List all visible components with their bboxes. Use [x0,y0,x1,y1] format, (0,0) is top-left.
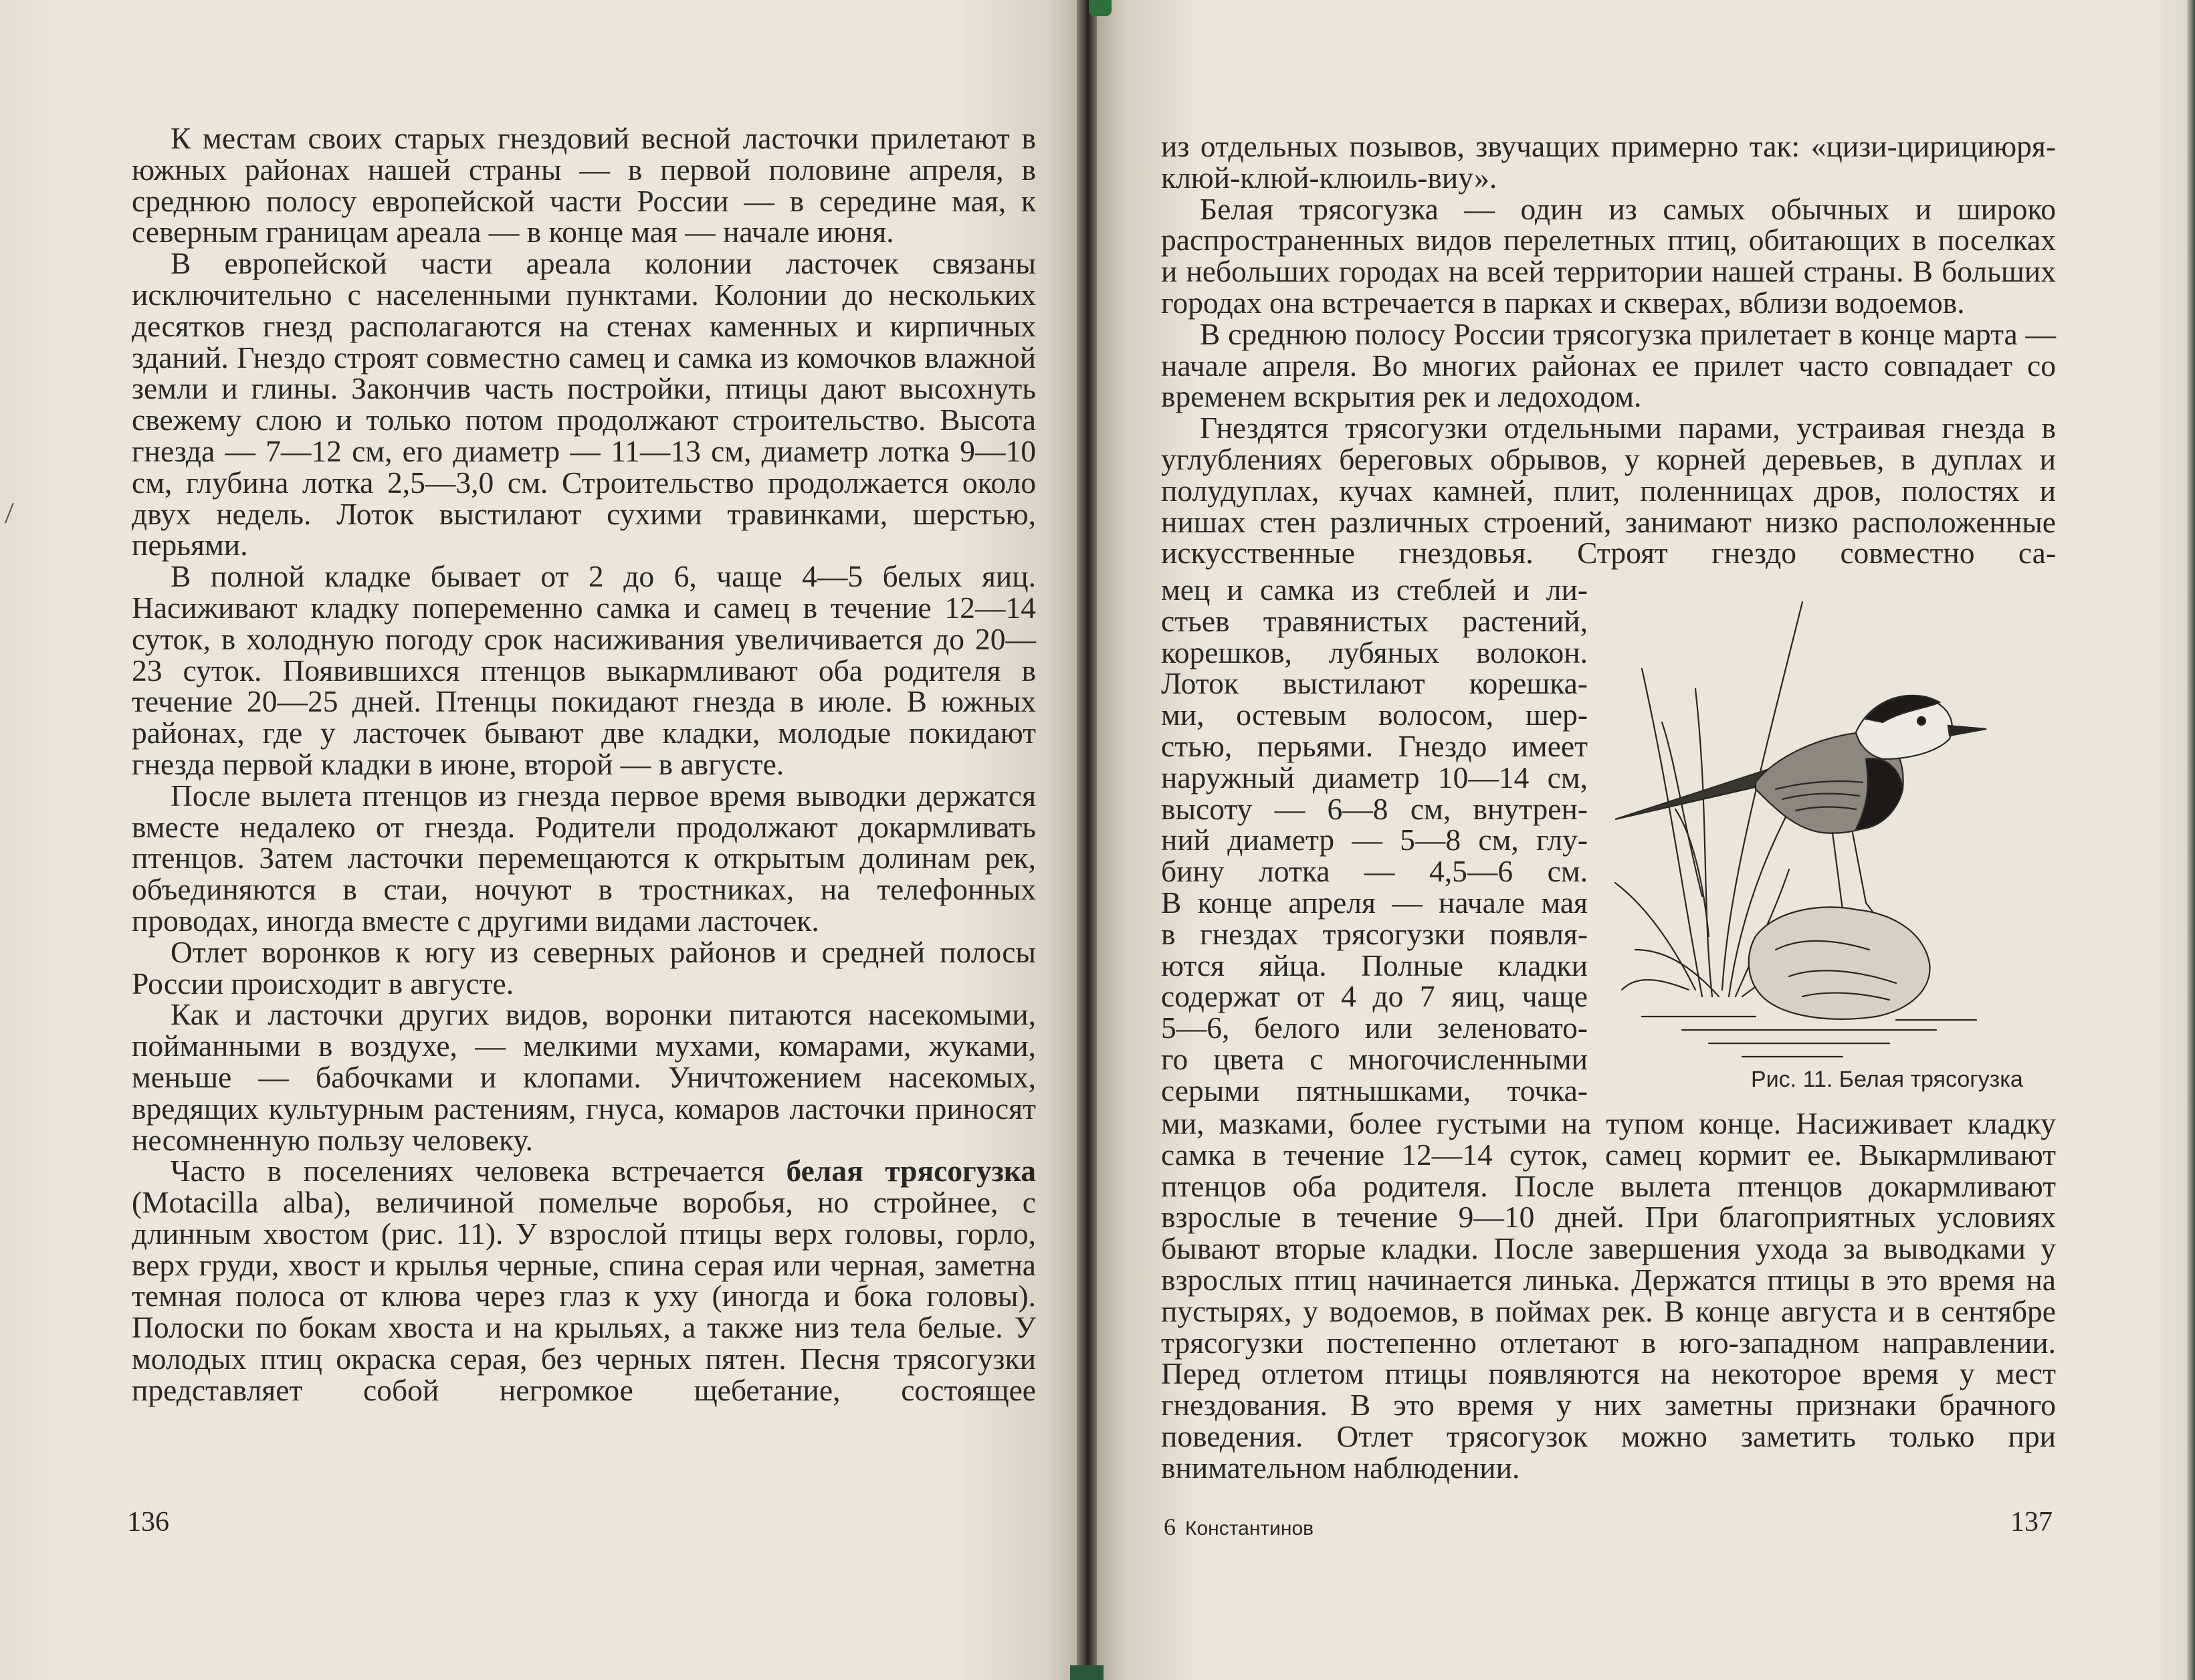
paragraph-continuation: из отдельных позывов, звучащих примерно так: «цизи-цирициюря-клюй-клюй-клюиль-виу». [1161,129,2056,195]
wrap-line: стьев травянистых растений, [1161,603,1588,638]
paragraph-wagtail-intro [132,1156,1036,1406]
wrap-line: Лоток выстилают корешка- [1161,666,1588,701]
paragraph-nesting-start: Гнездятся трясогузки отдельными парами, устраивая гнезда в углублениях береговых обрывов, у корней деревьев, в дуплах и полудуплах, кучах камней, плит, поленницах дров, полостях и нишах стен различных строений, занимают низко расположенные искусственные гнездовья. Строят гнездо совместно са- [1161,411,2056,570]
wrap-line: бину лотка — 4,5—6 см. [1161,854,1588,889]
paragraph-continuation: ми, мазками, более густыми на тупом конце. Насиживает кладку самка в течение 12—14 суток, самец кормит ее. Выкармливают птенцов оба родителя. После вылета птенцов докармливают взрослые в течение 9—10 дней. При благоприятных условиях бывают вторые кладки. После завершения ухода за выводками у взрослых птиц начинается линька. Держатся птицы в это время на пустырях, у водоемов, в поймах рек. В конце августа и в сентябре трясогузки постепенно отлетают в юго-западном направлении. Перед отлетом птицы появляются на некоторое время у мест гнездования. В это время у них заметны признаки брачного поведения. Отлет трясогузок можно заметить только при внимательном наблюдении. [1161,1106,2056,1485]
wrap-line: ний диаметр — 5—8 см, глу- [1161,823,1588,857]
signature-number: 6 [1164,1513,1176,1540]
printer-signature [1164,1513,1314,1541]
wrap-line: в гнездах трясогузки появля- [1161,916,1588,951]
wrap-line: корешков, лубяных волокон. [1161,635,1588,669]
intro-lead: Часто в поселениях человека встречается [171,1154,765,1188]
wrap-line: наружный диаметр 10—14 см, [1161,760,1588,795]
paragraph: Отлет воронков к югу из северных районов и средней полосы России происходит в августе. [132,934,1036,1001]
paragraph: Белая трясогузка — один из самых обычных и широко распространенных видов перелетных птиц, обитающих в поселках и небольших городах на всей территории нашей страны. В больших городах она встречается в парках и скверах, вблизи водоемов. [1161,191,2056,320]
page-number-left: 136 [127,1507,169,1538]
intro-rest: (Motacilla alba), величиной помельче воробья, но стройнее, с длинным хвостом (рис. 11). У взрослой птицы верх головы, горло, верх груди, хвост и крылья черные, спина серая или черная, заметна темная полоса от клюва через глаз к уху (иногда и бока головы). Полоски по бокам хвоста и на крыльях, а также низ тела белые. У молодых птиц окраска серая, без черных пятен. Песня трясогузки представляет собой негромкое щебетание, состоящее [132,1185,1036,1407]
paragraph: В среднюю полосу России трясогузка прилетает в конце марта — начале апреля. Во многих районах ее прилет часто совпадает со временем вскрытия рек и ледоходом. [1161,316,2056,414]
signature-name: Константинов [1185,1517,1314,1540]
right-page-body-bottom [1161,1108,2056,1484]
wrap-line: В конце апреля — начале мая [1161,885,1588,920]
paragraph: После вылета птенцов из гнезда первое время выводки держатся вместе недалеко от гнезда. Родители продолжают докармливать птенцов. Затем ласточки перемещаются к открытым долинам рек, объединяются в стаи, ночуют в тростниках, на телефонных проводах, иногда вместе с другими видами ласточек. [132,778,1036,938]
wrap-line: ми, остевым волосом, шер- [1161,698,1588,732]
figure-caption: Рис. 11. Белая трясогузка [1751,1067,2023,1092]
wrap-line: высоту — 6—8 см, внутрен- [1161,791,1588,826]
pencil-mark [3,500,16,527]
right-page-body-wrap [1161,574,1588,1107]
paragraph: В европейской части ареала колонии ласточек связаны исключительно с населенными пунктами. Колонии до нескольких десятков гнезд располагаются на стенах каменных и кирпичных зданий. Гнездо строят совместно самец и самка из комочков влажной земли и глины. Закончив часть постройки, птицы дают высохнуть свежему слою и только потом продолжают строительство. Высота гнезда — 7—12 см, его диаметр — 11—13 см, диаметр лотка 9—10 см, глубина лотка 2,5—3,0 см. Строительство продолжается около двух недель. Лоток выстилают сухими травинками, шерстью, перьями. [132,246,1036,562]
bookmark-ribbon-end [1070,1665,1104,1680]
page-edge [2187,0,2195,1680]
wrap-line: стью, перьями. Гнездо имеет [1161,728,1588,763]
paragraph: В полной кладке бывает от 2 до 6, чаще 4—5 белых яиц. Насиживают кладку попеременно самка и самец в течение 12—14 суток, в холодную погоду срок насиживания увеличивается до 20—23 суток. Появившихся птенцов выкармливают оба родителя в течение 20—25 дней. Птенцы покидают гнезда в июле. В южных районах, где у ласточек бывают две кладки, молодые покидают гнезда первой кладки в июне, второй — в августе. [132,559,1036,781]
paragraph: Как и ласточки других видов, воронки питаются насекомыми, пойманными в воздухе, — мелкими мухами, комарами, жуками, меньше — бабочками и клопами. Уничтожением насекомых, вредящих культурным растениям, гнуса, комаров ласточки приносят несомненную пользу человеку. [132,997,1036,1157]
right-page-body-top [1161,131,2056,569]
left-page-body [132,123,1036,1406]
bookmark-ribbon [1089,0,1112,16]
wrap-line: серыми пятнышками, точка- [1161,1073,1588,1108]
wrap-line: мец и самка из стеблей и ли- [1161,572,1588,607]
wagtail-illustration [1602,589,2063,1063]
wrap-line: ются яйца. Полные кладки [1161,948,1588,982]
wrap-line: содержат от 4 до 7 яиц, чаще [1161,979,1588,1014]
wrap-line: го цвета с многочисленными [1161,1041,1588,1076]
book-gutter [1077,0,1097,1680]
species-name-bold: белая трясогузка [786,1154,1037,1188]
paragraph: К местам своих старых гнездовий весной ласточки прилетают в южных районах нашей страны — в первой половине апреля, в среднюю полосу европейской части России — в середине мая, к северным границам ареала — в конце мая — начале июня. [132,121,1036,249]
page-number-right: 137 [2010,1507,2053,1538]
wrap-line: 5—6, белого или зеленовато- [1161,1011,1588,1045]
